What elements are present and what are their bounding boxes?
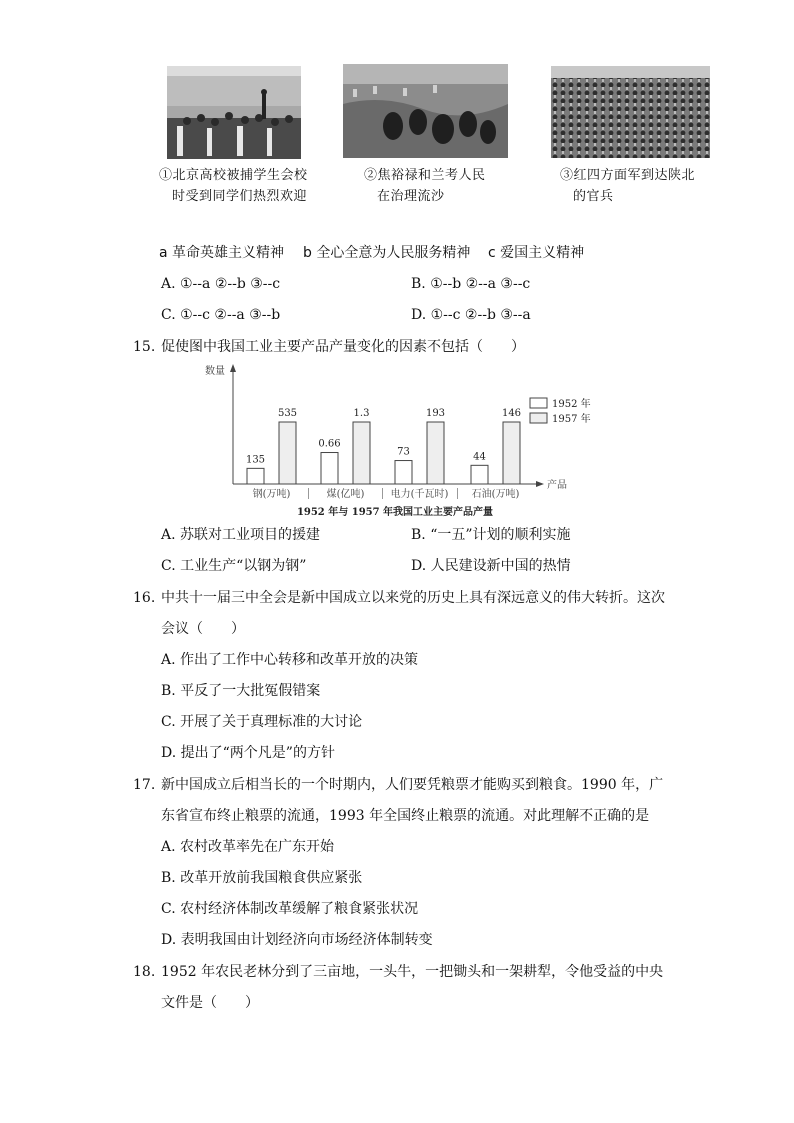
bar [395, 461, 412, 484]
q18-stem-line2: 文件是（ ） [161, 995, 259, 1011]
bar [279, 422, 296, 484]
caption-line: ①北京高校被捕学生会校 [159, 168, 308, 183]
q16-option-a[interactable]: A. 作出了工作中心转移和改革开放的决策 [161, 652, 419, 668]
q14-option-d[interactable]: D. ①--c ②--b ③--a [411, 307, 531, 323]
y-axis-label: 数量 [205, 366, 225, 377]
data-label: 146 [501, 408, 522, 419]
q14-option-b[interactable]: B. ①--b ②--a ③--c [411, 276, 531, 292]
bar [353, 422, 370, 484]
q14-option-a[interactable]: A. ①--a ②--b ③--c [161, 276, 281, 292]
q16-option-c[interactable]: C. 开展了关于真理标准的大讨论 [161, 714, 363, 730]
q15-number: 15. [133, 339, 156, 355]
x-axis-arrow [536, 481, 544, 487]
x-tick-label: 石油(万吨) [471, 489, 520, 500]
legend-label: 1957 年 [552, 414, 591, 425]
bar [503, 422, 520, 484]
spirit-a: a 革命英雄主义精神 [159, 245, 285, 261]
photo-jiao-yulu-sand-control [343, 64, 508, 158]
bar [321, 453, 338, 484]
caption-line: ③红四方面军到达陕北 [560, 168, 696, 183]
data-label: 193 [425, 408, 446, 419]
q15-option-a[interactable]: A. 苏联对工业项目的援建 [161, 527, 321, 543]
q16-stem-line2: 会议（ ） [161, 621, 245, 637]
caption-line: 时受到同学们热烈欢迎 [172, 189, 308, 204]
q15-option-c[interactable]: C. 工业生产“以钢为钢” [161, 558, 307, 574]
photo-caption-3 [560, 165, 695, 207]
q17-option-a[interactable]: A. 农村改革率先在广东开始 [161, 839, 335, 855]
bar [471, 465, 488, 484]
data-label: 73 [397, 446, 410, 458]
data-label: 0.66 [318, 438, 341, 450]
x-axis-label: 产品 [547, 480, 567, 491]
caption-line: 的官兵 [573, 189, 614, 204]
q18-number: 18. [133, 964, 156, 980]
q14-option-c[interactable]: C. ①--c ②--a ③--b [161, 307, 281, 323]
q17-option-c[interactable]: C. 农村经济体制改革缓解了粮食紧张状况 [161, 901, 419, 917]
q17-option-b[interactable]: B. 改革开放前我国粮食供应紧张 [161, 870, 363, 886]
q17-stem-line1: 新中国成立后相当长的一个时期内，人们要凭粮票才能购买到粮食。1990 年，广 [161, 777, 664, 793]
chart-title: 1952 年与 1957 年我国工业主要产品产量 [296, 507, 494, 518]
q15-option-d[interactable]: D. 人民建设新中国的热情 [411, 558, 571, 574]
photo-students-welcomed [167, 66, 301, 159]
production-bar-chart [195, 362, 605, 522]
x-tick-label: 电力(千瓦时) [390, 489, 449, 500]
photo-caption-2 [364, 165, 486, 207]
q16-option-b[interactable]: B. 平反了一大批冤假错案 [161, 683, 321, 699]
bar [427, 422, 444, 484]
q16-option-d[interactable]: D. 提出了“两个凡是”的方针 [161, 745, 335, 761]
q15-stem: 促使图中我国工业主要产品产量变化的因素不包括（ ） [161, 339, 525, 355]
x-tick-label: 钢(万吨) [252, 489, 291, 500]
y-axis-arrow [230, 364, 236, 372]
q17-number: 17. [133, 777, 156, 793]
legend-swatch [530, 413, 547, 423]
caption-line: ②焦裕禄和兰考人民 [364, 168, 486, 183]
legend-label: 1952 年 [552, 399, 591, 410]
data-label: 135 [245, 454, 266, 466]
q18-stem-line1: 1952 年农民老林分到了三亩地，一头牛，一把锄头和一架耕犁，令他受益的中央 [161, 964, 664, 980]
data-label: 535 [277, 408, 298, 419]
bar [247, 468, 264, 484]
q16-stem-line1: 中共十一届三中全会是新中国成立以来党的历史上具有深远意义的伟大转折。这次 [161, 590, 665, 606]
data-label: 1.3 [353, 408, 370, 419]
q16-number: 16. [133, 590, 156, 606]
q17-stem-line2: 东省宣布终止粮票的流通，1993 年全国终止粮票的流通。对此理解不正确的是 [161, 808, 650, 824]
spirit-c: c 爱国主义精神 [488, 245, 585, 261]
legend-swatch [530, 398, 547, 408]
q17-option-d[interactable]: D. 表明我国由计划经济向市场经济体制转变 [161, 932, 433, 948]
caption-line: 在治理流沙 [377, 189, 445, 204]
x-tick-label: 煤(亿吨) [326, 489, 365, 500]
photo-red-army-troops [551, 66, 710, 158]
data-label: 44 [473, 451, 486, 463]
spirit-b: b 全心全意为人民服务精神 [303, 245, 471, 261]
photo-caption-1 [159, 165, 308, 207]
q15-option-b[interactable]: B. “一五”计划的顺利实施 [411, 527, 571, 543]
